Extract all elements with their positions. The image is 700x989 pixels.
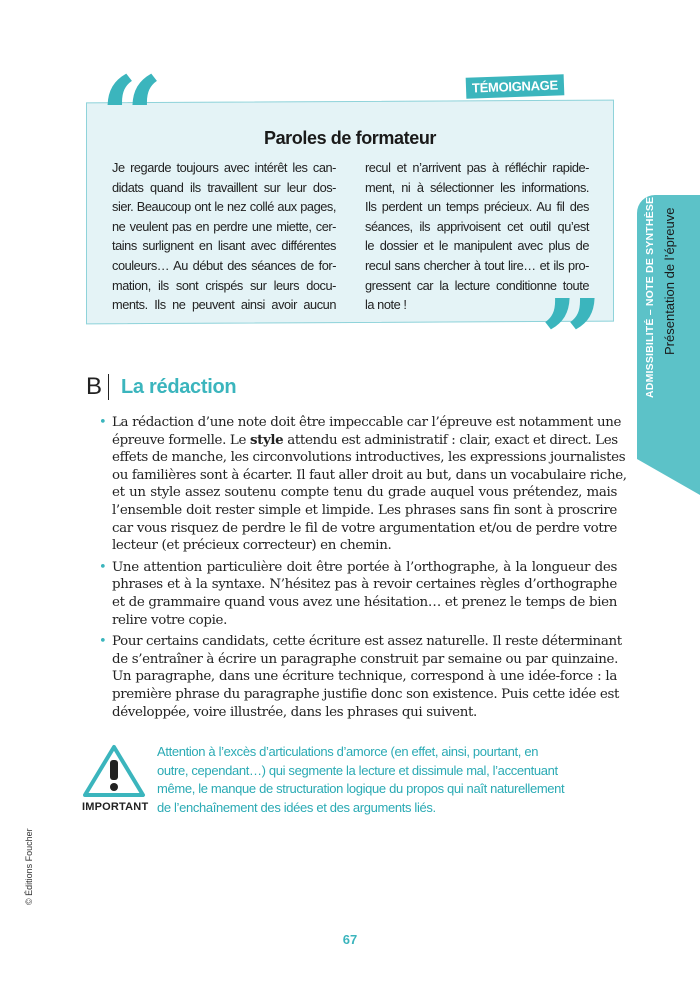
close-quote-icon: ” — [540, 275, 604, 404]
section-heading — [86, 374, 236, 400]
bullet-paragraph — [99, 559, 617, 629]
bold-term: style — [249, 431, 284, 448]
text-line: et de grammaire quand vous avez une hésitation… et prenez le temps de bien — [112, 594, 617, 610]
text-line: mation, ils sont crispés sur leurs docu- — [112, 277, 336, 293]
copyright: © Éditions Foucher — [24, 828, 34, 905]
text-line: la note ! — [365, 297, 407, 313]
side-tab-subtitle: Présentation de l’épreuve — [662, 207, 677, 355]
text-line: l’ensemble doit rester simple et limpide. Les phrases sans fin sont à proscrire — [112, 502, 617, 518]
section-title: La rédaction — [121, 375, 237, 398]
text-line: ne veulent pas en perdre une miette, cer- — [112, 218, 336, 234]
text-line: et un style assez soutenu compte tenu du grade auquel vous prétendez, mais — [112, 485, 617, 501]
bullet-paragraph — [99, 414, 627, 555]
text-line: Je regarde toujours avec intérêt les can- — [112, 160, 336, 175]
text-line: Ils perdent un temps précieux. Au fil des — [365, 199, 589, 215]
important-label: IMPORTANT — [82, 801, 149, 813]
text-line: phrases et à la syntaxe. N’hésitez pas à revoir certaines règles d’orthographe — [112, 577, 617, 593]
text-line: sier. Beaucoup ont le nez collé aux pages, — [112, 199, 336, 215]
text-line: le dossier et le manipulent avec plus de — [365, 238, 589, 254]
page-number: 67 — [342, 932, 358, 947]
important-note — [157, 743, 564, 817]
warning-icon — [82, 744, 146, 798]
text-line: didats quand ils travaillent sur leur dos- — [112, 179, 336, 195]
testimony-left-column — [112, 158, 336, 315]
body-text — [99, 414, 627, 725]
text-segment: attendu est administratif : clair, exact et direct. Les — [283, 432, 618, 448]
testimony-badge: TÉMOIGNAGE — [466, 74, 565, 98]
testimony-title: Paroles de formateur — [263, 128, 437, 148]
text-line: de l’enchaînement des idées et des arguments liés. — [157, 799, 436, 815]
side-tab-section: ADMISSIBILITÉ – NOTE DE SYNTHÈSE — [644, 196, 656, 398]
text-line: tains surlignent en lisant avec différentes — [112, 238, 336, 254]
text-line: même, le manque de structuration logique du propos qui naît naturellement — [157, 781, 565, 796]
text-line: gressent car la lecture conditionne toute — [365, 277, 589, 293]
text-line: de s’entraîner à écrire un paragraphe construit par semaine ou par quinzaine. — [112, 651, 618, 667]
text-line: première phrase du paragraphe justifie donc son existence. Puis cette idée est — [112, 686, 620, 702]
text-line: recul sans chercher à tout lire… et ils pro- — [365, 257, 589, 273]
text-line: La rédaction d’une note doit être impeccable car l’épreuve est notamment une — [112, 415, 622, 430]
text-line: Pour certains candidats, cette écriture est assez naturelle. Il reste déterminant — [112, 634, 622, 650]
text-line: recul et n’arrivent pas à réfléchir rapide- — [365, 160, 589, 175]
text-line: outre, cependant…) qui segmente la lecture et dissimule mal, l’accentuant — [157, 762, 558, 778]
text-line: couleurs… Au début des séances de for- — [112, 257, 336, 273]
text-line: Un paragraphe, dans une écriture technique, correspond à une idée-force : la — [112, 669, 617, 685]
text-line — [112, 432, 617, 450]
text-line: ment, ni à sélectionner les informations. — [365, 179, 589, 195]
open-quote-icon: “ — [100, 52, 164, 181]
text-line: ou familières sont à écarter. Il faut aller droit au but, dans un vocabulaire riche, — [112, 467, 627, 483]
text-line: ments. Ils ne peuvent ainsi avoir aucun — [112, 297, 336, 313]
text-line: car vous risquez de perdre le fil de votre argumentation et/ou de perdre votre — [112, 520, 617, 536]
text-line: effets de manche, les circonvolutions introductives, les expressions journalistes — [112, 450, 626, 466]
text-line: séances, ils apprivoisent cet outil qu’est — [365, 218, 589, 234]
section-letter: B — [86, 374, 109, 400]
text-line: lecteur (et précieux correcteur) en chemin. — [112, 538, 392, 554]
bullet-paragraph — [99, 633, 622, 721]
bullet-icon: • — [99, 415, 107, 430]
text-segment: épreuve formelle. Le — [112, 432, 250, 448]
testimony-right-column — [365, 158, 589, 315]
text-line: Attention à l’excès d’articulations d’amorce (en effet, ainsi, pourtant, en — [157, 744, 539, 759]
bullet-icon: • — [99, 559, 107, 575]
text-line: Une attention particulière doit être portée à l’orthographe, à la longueur des — [112, 559, 617, 575]
text-line: relire votre copie. — [112, 612, 228, 628]
bullet-icon: • — [99, 634, 107, 650]
text-line: développée, voire illustrée, dans les phrases qui suivent. — [112, 704, 477, 720]
